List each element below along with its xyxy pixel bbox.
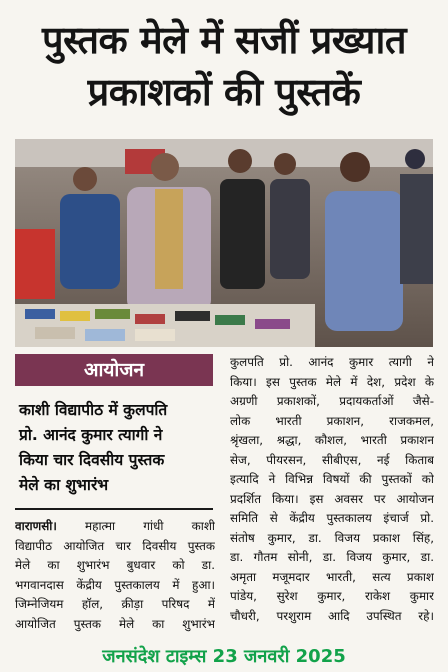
- body-line: इत्यादि ने विभिन्न विषयों की पुस्तकों को: [230, 472, 434, 486]
- subheadline: [19, 398, 213, 498]
- body-line: [15, 517, 215, 537]
- subheadline-line: किया चार दिवसीय पुस्तक: [19, 451, 165, 469]
- subheadline-line: काशी विद्यापीठ में कुलपति: [19, 401, 168, 419]
- body-line: आयोजित पुस्तक मेले का शुभारंभ: [15, 616, 215, 631]
- body-line: प्रदर्शित किया। इस अवसर पर आयोजन: [230, 491, 434, 506]
- body-line: श्रृंखला, श्रद्धा, कौशल, भारती प्रकाशन: [230, 433, 434, 447]
- headline-line-1: पुस्तक मेले में सजीं प्रख्यात: [42, 18, 406, 62]
- body-line: किया। इस पुस्तक मेले में देश, प्रदेश के: [230, 374, 434, 389]
- article-body-left: [15, 517, 215, 635]
- dateline: वाराणसी।: [15, 519, 57, 533]
- body-line: अमृता मजूमदार भारती, सत्य प्रकाश: [230, 569, 434, 584]
- body-line: संतोष कुमार, डा. विजय प्रकाश सिंह,: [230, 530, 434, 545]
- body-line: जिम्नेजियम हॉल, क्रीड़ा परिषद में: [15, 597, 215, 612]
- body-line: कुलपति प्रो. आनंद कुमार त्यागी ने: [230, 355, 434, 369]
- body-line: लोक भारती प्रकाशन, राजकमल,: [230, 413, 434, 428]
- section-tag: आयोजन: [15, 354, 213, 386]
- body-line: डा. गौतम सोनी, डा. विजय कुमार, डा.: [230, 550, 434, 564]
- body-text: महात्मा गांधी काशी: [56, 519, 215, 533]
- article-body-right: [230, 353, 434, 626]
- body-line: चौधरी, परशुराम आदि उपस्थित रहे।: [230, 608, 434, 623]
- subheadline-line: प्रो. आनंद कुमार त्यागी ने: [19, 426, 163, 444]
- divider: [15, 508, 213, 510]
- body-line: मेले का शुभारंभ बुधवार को डा.: [15, 558, 215, 573]
- body-line: सेज, पीयरसन, सीबीएस, नई किताब: [230, 452, 434, 467]
- news-photo: [15, 139, 433, 347]
- book-fair-photo: [15, 139, 433, 347]
- subheadline-line: मेले का शुभारंभ: [19, 476, 109, 494]
- body-line: पांडेय, सुरेश कुमार, राकेश कुमार: [230, 589, 434, 603]
- body-line: विद्यापीठ आयोजित चार दिवसीय पुस्तक: [15, 538, 215, 553]
- body-line: समिति से केंद्रीय पुस्तकालय इंचार्ज प्रो.: [230, 511, 434, 525]
- body-line: भगवानदास केंद्रीय पुस्तकालय में हुआ।: [15, 577, 215, 592]
- publication-footer: जनसंदेश टाइम्स 23 जनवरी 2025: [102, 646, 346, 667]
- headline-line-2: प्रकाशकों की पुस्तकें: [87, 70, 361, 114]
- headline: [0, 14, 448, 118]
- body-line: अग्रणी प्रकाशकों, प्रदायकर्ताओं जैसे-: [230, 394, 434, 408]
